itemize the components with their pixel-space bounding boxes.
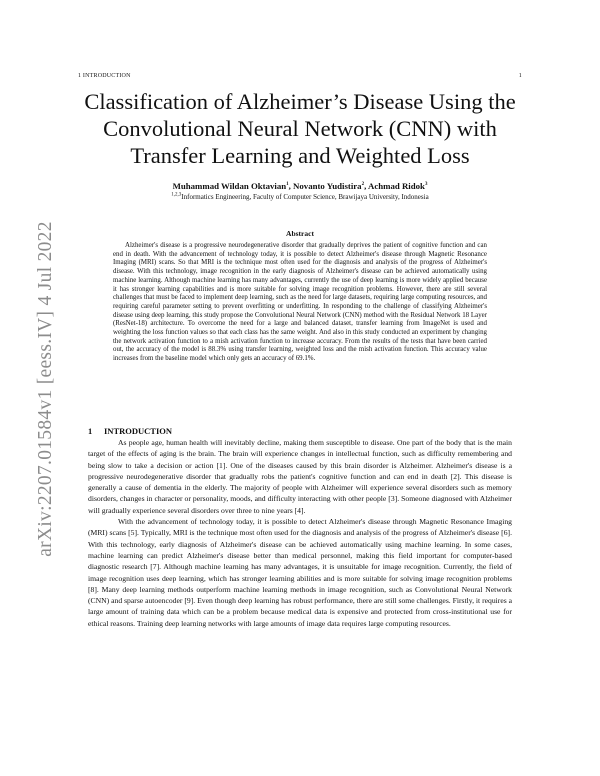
author-name: Achmad Ridok	[367, 181, 425, 191]
author-affiliation-mark: 2	[361, 182, 365, 188]
section-heading	[88, 426, 172, 436]
abstract-heading: Abstract	[286, 229, 314, 238]
author-list	[70, 181, 530, 191]
running-header	[78, 73, 522, 83]
section-title: INTRODUCTION	[104, 426, 173, 436]
affiliation	[70, 193, 530, 201]
section-body	[88, 437, 512, 629]
author-name: Muhammad Wildan Oktavian	[172, 181, 287, 191]
affiliation-mark: 1,2,3	[171, 192, 182, 198]
running-header-section: 1 INTRODUCTION	[78, 73, 131, 79]
author-affiliation-mark: 1	[286, 182, 289, 188]
author-separator: ,	[364, 181, 368, 191]
section-number: 1	[88, 426, 93, 436]
arxiv-identifier-text: arXiv:2207.01584v1 [eess.IV] 4 Jul 2022	[35, 221, 56, 557]
arxiv-identifier-stamp	[26, 212, 66, 566]
abstract-body	[113, 242, 487, 364]
paper-title: Classification of Alzheimer’s Disease Using the Convolutional Neural Network (CNN) with Transfer Learning and Weighted Loss	[84, 89, 516, 168]
body-paragraph: As people age, human health will inevitably decline, making them susceptible to disease. One part of the body that is the main target of the effects of aging is the brain. The brain will experience changes in intellectual function, such as difficulty remembering and being slow to take a decision or action [1]. One of the diseases caused by this brain disorder is Alzheimer. Alzheimer's disease is a progressive neurodegenerative disorder that gradually robs the patient's cognitive function and can end in death [2]. This disease is generally a cause of dementia in the elderly. The majority of people with Alzheimer will experience several disorders such as memory disorders, changes in character or personality, moods, and difficulty interacting with other people [3]. Someone diagnosed with Alzheimer will gradually experience several disorders over three to nine years [4].	[88, 438, 512, 515]
abstract-text: Alzheimer's disease is a progressive neurodegenerative disorder that gradually deprives the patient of cognitive function and can end in death. With the advancement of technology today, it is possible to detect Alzheimer's disease through Magnetic Resonance Imaging (MRI) scans. So that MRI is the technique most often used for the diagnosis and analysis of the progress of Alzheimer's disease. With this technology, image recognition in the early diagnosis of Alzheimer's disease can be achieved automatically using machine learning. Although machine learning has many advantages, currently the use of deep learning is more widely applied because it has stronger learning capabilities and is more suitable for solving image recognition problems. However, there are still several challenges that must be faced to implement deep learning, such as the need for large datasets, requiring large computing resources, and requiring careful parameter setting to prevent overfitting or underfitting. In responding to the challenge of classifying Alzheimer's disease using deep learning, this study propose the Convolutional Neural Network (CNN) method with the Residual Network 18 Layer (ResNet-18) architecture. To overcome the need for a large and balanced dataset, transfer learning from ImageNet is used and weighting the loss function values so that each class has the same weight. And also in this study conducted an experiment by changing the network activation function to a mish activation function to increase accuracy. From the results of the tests that have been carried out, the accuracy of the model is 88.3% using transfer learning, weighted loss and the mish activation function. This accuracy value increases from the baseline model which only gets an accuracy of 69.1%.	[113, 242, 487, 363]
page-number: 1	[518, 73, 522, 79]
affiliation-text: Informatics Engineering, Faculty of Computer Science, Brawijaya University, Indonesia	[181, 193, 429, 201]
author-name: Novanto Yudistira	[293, 181, 362, 191]
body-paragraph: With the advancement of technology today, it is possible to detect Alzheimer's disease through Magnetic Resonance Imaging (MRI) scans [5]. Typically, MRI is the technique most often used for the diagnosis and analysis of the progress of Alzheimer's disease [6]. With this technology, early diagnosis of Alzheimer's disease can be achieved automatically using machine learning. In some cases, machine learning can predict Alzheimer's disease better than medical personnel, making this field important for computer-based diagnostic research [7]. Although machine learning has many advantages, it is unsuitable for image recognition. Currently, the field of image recognition uses deep learning, which has stronger learning abilities and is more suitable for solving image recognition problems [8]. Many deep learning methods outperform machine learning methods in image recognition, such as Convolutional Neural Network (CNN) and sparse autoencoder [9]. Even though deep learning has robust performance, there are still some challenges. Firstly, it requires a large amount of training data which can be a problem because medical data is expensive and protected from cross-institutional use for ethical reasons. Training deep learning networks with large amounts of image data requires large computing resources.	[88, 517, 512, 628]
author-affiliation-mark: 3	[424, 182, 428, 188]
author-separator: ,	[288, 181, 294, 191]
